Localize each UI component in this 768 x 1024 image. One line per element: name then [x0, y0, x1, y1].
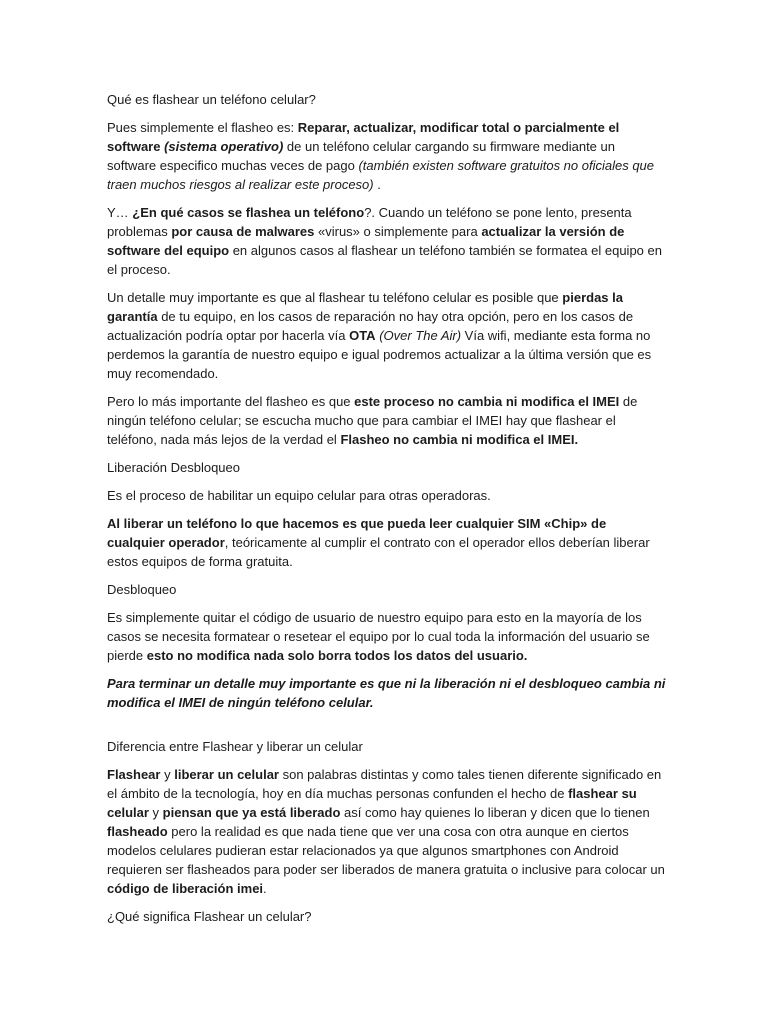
paragraph-proceso-liberacion: Es el proceso de habilitar un equipo celular para otras operadoras.	[107, 488, 491, 503]
text-span: y	[160, 767, 175, 782]
text-span: Pues simplemente el flasheo es:	[107, 120, 298, 135]
bold-span: Reparar, actualizar, modificar total o parcialmente el software	[107, 120, 620, 154]
text-span: Es simplemente quitar el código de usuario de nuestro equipo para esto en la mayoría de los casos se necesita formatear o resetear el equipo por lo cual toda la información del usuario se pierde	[107, 610, 650, 663]
bold-span: esto no modifica nada solo borra todos los datos del usuario.	[146, 648, 528, 663]
text-span: .	[263, 881, 267, 896]
heading-que-significa: ¿Qué significa Flashear un celular?	[107, 909, 312, 924]
document-body	[107, 90, 667, 935]
paragraph-diferencia	[107, 765, 667, 898]
bold-span: Al liberar un teléfono lo que hacemos es que pueda leer cualquier	[107, 516, 518, 531]
paragraph-garantia	[107, 288, 667, 383]
text-span: son palabras distintas y como tales tienen diferente significado en el ámbito de la tecnología, hoy en día muchas personas confunden el hecho de	[107, 767, 662, 801]
heading-liberacion: Liberación Desbloqueo	[107, 460, 240, 475]
paragraph-liberar-telefono	[107, 514, 667, 571]
spacer	[107, 721, 667, 737]
paragraph-definicion-flasheo	[107, 118, 667, 194]
paragraph-desbloqueo	[107, 608, 667, 665]
paragraph-conclusion-imei: Para terminar un detalle muy importante es que ni la liberación ni el desbloqueo cambia ni modifica el IMEI de ningún teléfono celular.	[107, 676, 666, 710]
bold-span: OTA	[349, 328, 376, 343]
bold-italic-span: (sistema operativo)	[164, 139, 284, 154]
bold-span: liberar un celular	[174, 767, 279, 782]
italic-span: (Over The Air)	[379, 328, 462, 343]
bold-span: flasheado	[107, 824, 168, 839]
heading-que-es-flashear: Qué es flashear un teléfono celular?	[107, 92, 316, 107]
bold-span: código de liberación imei	[107, 881, 264, 896]
text-span: .	[373, 177, 381, 192]
bold-span: actualizar la versión de software del equipo	[107, 224, 625, 258]
italic-span: (también existen software gratuitos no oficiales que traen muchos riesgos al realizar este proceso)	[107, 158, 655, 192]
text-span: de tu equipo, en los casos de reparación no hay otra opción, pero en los casos de actualización podría optar por hacerla vía	[107, 309, 634, 343]
text-span: Un detalle muy importante es que al flashear tu teléfono celular es posible que	[107, 290, 563, 305]
text-span: Pero lo más importante del flasheo es que	[107, 394, 355, 409]
paragraph-casos-flasheo	[107, 203, 667, 279]
text-span: así como hay quienes lo liberan y dicen que lo tienen	[340, 805, 650, 820]
bold-span: por causa de malwares	[171, 224, 315, 239]
heading-desbloqueo: Desbloqueo	[107, 582, 177, 597]
text-span: Vía wifi, mediante esta forma no perdemos la garantía de nuestro equipo e igual podremos actualizar a la última versión que es muy recomendado.	[107, 328, 652, 381]
text-span: de ningún teléfono celular; se escucha mucho que para cambiar el IMEI hay que flashear el teléfono, nada más lejos de la verdad el	[107, 394, 638, 447]
text-span: de un teléfono celular cargando su firmware mediante un software especifico muchas veces de pago	[107, 139, 615, 173]
text-span: en algunos casos al flashear un teléfono también se formatea el equipo en el proceso.	[107, 243, 662, 277]
text-span: , teóricamente al cumplir el contrato con el operador ellos deberían liberar estos equipos de forma gratuita.	[107, 535, 650, 569]
text-span: pero la realidad es que nada tiene que ver una cosa con otra aunque en ciertos modelos celulares pudieran estar relacionados ya que algunos smartphones con Android requieren ser flasheados para poder ser liberados de manera gratuita o inclusive para colocar un	[107, 824, 665, 877]
bold-span: pierdas la garantía	[107, 290, 623, 324]
bold-span: flashear su celular	[107, 786, 637, 820]
text-span: y	[148, 805, 163, 820]
paragraph-imei-flasheo	[107, 392, 667, 449]
bold-span: Flashear	[107, 767, 161, 782]
bold-span: SIM «Chip» de cualquier operador	[107, 516, 607, 550]
heading-diferencia: Diferencia entre Flashear y liberar un celular	[107, 739, 363, 754]
bold-span: Flasheo no cambia ni modifica el IMEI.	[340, 432, 579, 447]
bold-span: piensan que ya está liberado	[162, 805, 341, 820]
bold-span: este proceso no cambia ni modifica el IMEI	[354, 394, 620, 409]
text-span: «virus» o simplemente para	[314, 224, 482, 239]
bold-span: ¿En qué casos se flashea un teléfono	[132, 205, 365, 220]
text-span: Y…	[107, 205, 133, 220]
text-span: ?. Cuando un teléfono se pone lento, presenta problemas	[107, 205, 632, 239]
